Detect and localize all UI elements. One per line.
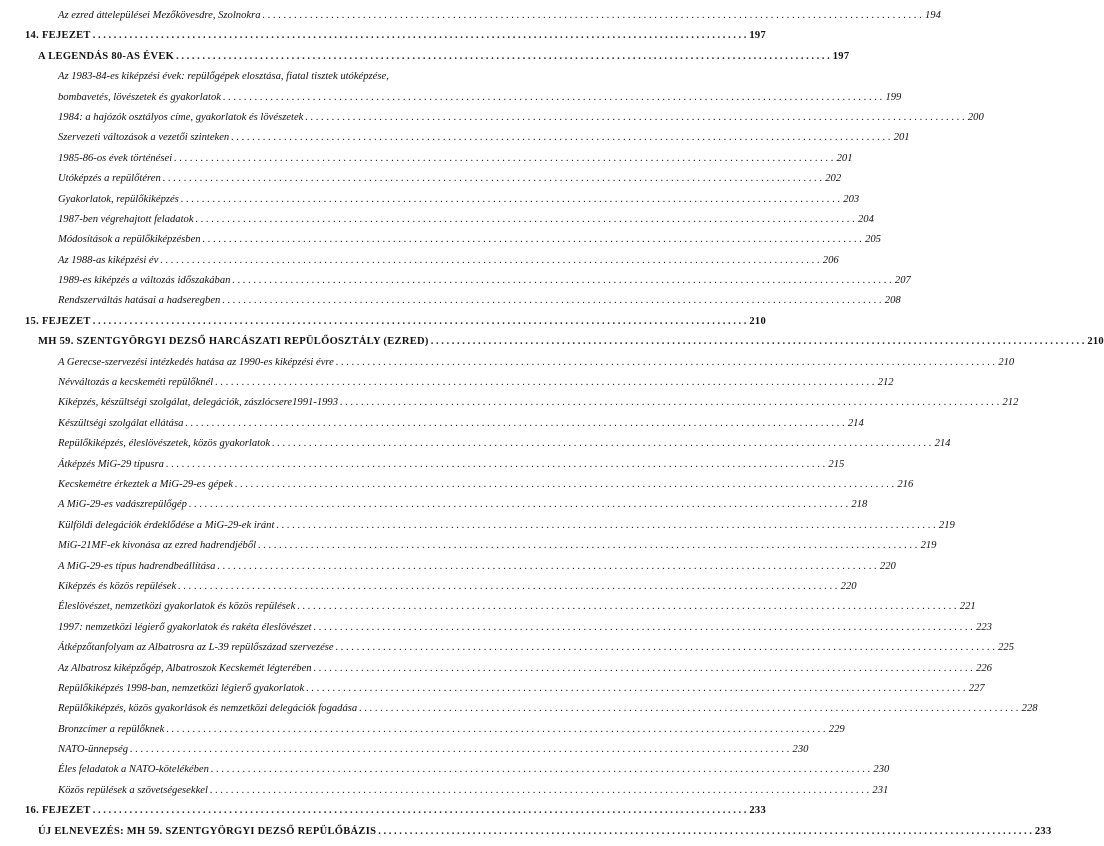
toc-entry-title: Az 1983-84-es kiképzési évek: repülőgépek elosztása, fiatal tisztek utóképzése,: [58, 71, 389, 83]
toc-entry-title: 1987-ben végrehajtott feladatok: [58, 213, 194, 225]
toc-dot-leader: [297, 601, 956, 612]
toc-dot-leader: [314, 663, 973, 674]
toc-page-number: 233: [1034, 825, 1052, 837]
toc-entry: [0, 71, 525, 91]
table-of-contents: [0, 10, 1104, 846]
toc-entry: [0, 234, 881, 254]
toc-section-heading: [0, 825, 1052, 846]
toc-dot-leader: [336, 642, 995, 653]
toc-entry-title: Szervezeti változások a vezetői szinteken: [58, 132, 230, 144]
toc-entry: [0, 580, 857, 601]
toc-entry-title: 15. FEJEZET: [25, 315, 91, 327]
toc-page-number: 214: [934, 438, 951, 450]
toc-page-number: 218: [851, 499, 868, 511]
toc-page-number: 207: [894, 275, 911, 287]
toc-dot-leader: [263, 10, 922, 21]
toc-entry: [0, 356, 1015, 377]
toc-dot-leader: [272, 438, 931, 449]
toc-entry: [0, 173, 842, 193]
toc-dot-leader: [276, 520, 935, 531]
toc-page-number: 210: [1087, 336, 1104, 348]
toc-page-number: 230: [873, 764, 890, 776]
toc-entry: [0, 458, 845, 479]
toc-entry: [0, 254, 839, 275]
toc-entry-title: Az 1988-as kiképzési év: [58, 254, 159, 266]
toc-page-number: 219: [938, 519, 955, 531]
toc-dot-leader: [163, 173, 822, 184]
toc-dot-leader: [258, 540, 917, 551]
toc-entry-title: Rendszerváltás hatásai a hadseregben: [58, 295, 221, 307]
toc-dot-leader: [174, 153, 833, 164]
toc-page-number: 225: [998, 642, 1014, 654]
toc-entry: [0, 744, 809, 764]
toc-entry-title: Éles feladatok a NATO-kötelékében: [58, 764, 209, 776]
toc-entry-title: MiG-21MF-ek kivonása az ezred hadrendjéből: [58, 540, 257, 552]
toc-page-number: 229: [828, 723, 845, 735]
toc-entry: [0, 560, 896, 581]
toc-page-number: 210: [998, 356, 1015, 368]
toc-entry: [0, 213, 874, 234]
toc-entry-title: 1997: nemzetközi légierő gyakorlatok és rakéta éleslövészet: [58, 621, 312, 633]
toc-entry: [0, 601, 976, 621]
toc-entry-title: Átképzés MiG-29 típusra: [58, 458, 164, 470]
toc-page-number: 205: [865, 234, 881, 246]
toc-entry-title: Gyakorlatok, repülőkiképzés: [58, 193, 179, 205]
toc-entry: [0, 111, 984, 132]
toc-dot-leader: [336, 357, 995, 368]
toc-page-number: 226: [976, 662, 992, 674]
toc-entry-title: Az Albatrosz kiképzőgép, Albatroszok Kecskemét légterében: [58, 662, 312, 674]
toc-page-number: 216: [897, 478, 914, 490]
toc-entry: [0, 91, 902, 112]
toc-entry: [0, 682, 985, 703]
toc-entry-title: ÚJ ELNEVEZÉS: MH 59. SZENTGYÖRGYI DEZSŐ REPÜLŐBÁZIS: [38, 825, 377, 837]
toc-page-number: 203: [843, 193, 860, 205]
toc-entry-title: A Gerecse-szervezési intézkedés hatása az 1990-es kiképzési évre: [58, 356, 334, 368]
toc-dot-leader: [223, 92, 882, 103]
toc-entry-title: Átképzőtanfolyam az Albatrosra az L-39 repülőszázad szervezése: [58, 642, 334, 654]
toc-page-number: 214: [847, 417, 864, 429]
toc-chapter-heading: [0, 805, 767, 825]
toc-page-number: 194: [924, 10, 941, 21]
toc-entry: [0, 193, 860, 214]
toc-entry: [0, 478, 914, 499]
toc-page-number: 219: [920, 540, 937, 552]
toc-entry-title: Módosítások a repülőkiképzésben: [58, 234, 201, 246]
toc-entry-title: 16. FEJEZET: [25, 805, 91, 817]
toc-entry: [0, 417, 864, 438]
toc-entry: [0, 295, 901, 315]
toc-entry-title: bombavetés, lövészetek és gyakorlatok: [58, 91, 221, 103]
toc-entry-title: Kiképzés és közös repülések: [58, 580, 177, 592]
toc-entry: [0, 764, 890, 784]
toc-entry: [0, 10, 941, 30]
toc-dot-leader: [196, 214, 855, 225]
toc-dot-leader: [130, 744, 789, 755]
toc-entry-title: Közös repülések a szövetségesekkel: [58, 784, 208, 796]
toc-dot-leader: [93, 805, 747, 816]
toc-dot-leader: [222, 295, 881, 306]
toc-entry-title: A MiG-29-es típus hadrendbeállítása: [58, 560, 216, 572]
toc-entry: [0, 703, 1038, 723]
toc-entry: [0, 723, 845, 744]
toc-page-number: 208: [884, 295, 901, 307]
toc-page-number: 221: [959, 601, 976, 613]
toc-page-number: 220: [879, 560, 896, 572]
toc-chapter-heading: [0, 315, 767, 336]
toc-entry: [0, 621, 992, 642]
toc-dot-leader: [160, 255, 819, 266]
toc-entry-title: Repülőkiképzés, éleslövészetek, közös gyakorlatok: [58, 438, 271, 450]
toc-page-number: 212: [1002, 397, 1019, 409]
toc-entry-title: 14. FEJEZET: [25, 30, 91, 42]
toc-entry: [0, 275, 911, 295]
toc-entry-title: Utóképzés a repülőtéren: [58, 173, 161, 185]
toc-entry-title: 1985-86-os évek történései: [58, 152, 173, 164]
toc-dot-leader: [305, 112, 964, 123]
toc-page-number: 212: [877, 377, 894, 389]
toc-page-number: 204: [858, 213, 874, 225]
toc-page-number: 220: [840, 580, 857, 592]
toc-dot-leader: [378, 826, 1032, 837]
toc-entry-title: Repülőkiképzés, közös gyakorlások és nemzetközi delegációk fogadása: [58, 703, 358, 715]
toc-dot-leader: [93, 30, 747, 41]
toc-entry: [0, 519, 955, 540]
toc-dot-leader: [359, 703, 1018, 714]
toc-entry: [0, 642, 1014, 662]
toc-dot-leader: [314, 622, 973, 633]
toc-entry-title: Névváltozás a kecskeméti repülőknél: [58, 377, 214, 389]
toc-entry-title: Bronzcímer a repülőknek: [58, 723, 165, 735]
toc-dot-leader: [181, 194, 840, 205]
toc-entry: [0, 499, 868, 519]
toc-entry: [0, 152, 853, 173]
toc-page-number: 197: [749, 30, 767, 42]
toc-dot-leader: [217, 561, 876, 572]
toc-page-number: 199: [885, 91, 902, 103]
toc-entry-title: 1989-es kiképzés a változás időszakában: [58, 275, 231, 287]
toc-dot-leader: [235, 479, 894, 490]
toc-page-number: 200: [967, 111, 984, 123]
toc-page-number: 206: [822, 254, 839, 266]
toc-dot-leader: [176, 51, 830, 62]
toc-entry-title: 1984: a hajózók osztályos címe, gyakorlatok és lövészetek: [58, 111, 304, 123]
toc-entry: [0, 438, 951, 458]
toc-dot-leader: [166, 724, 825, 735]
toc-dot-leader: [431, 336, 1085, 347]
toc-dot-leader: [189, 499, 848, 510]
toc-section-heading: [0, 336, 1104, 356]
toc-dot-leader: [166, 459, 825, 470]
toc-page-number: 201: [893, 132, 910, 144]
toc-entry-title: Készültségi szolgálat ellátása: [58, 417, 184, 429]
toc-entry: [0, 377, 894, 397]
toc-entry: [0, 784, 889, 805]
toc-entry: [0, 540, 937, 560]
toc-page-number: 215: [828, 458, 845, 470]
toc-page-number: 233: [749, 805, 767, 817]
toc-dot-leader: [211, 764, 870, 775]
toc-entry-title: MH 59. SZENTGYÖRGYI DEZSŐ HARCÁSZATI REPÜLŐOSZTÁLY (EZRED): [38, 336, 429, 348]
toc-page-number: 201: [836, 152, 853, 164]
toc-entry: [0, 132, 910, 152]
toc-page-number: 227: [968, 682, 985, 694]
toc-dot-leader: [178, 581, 837, 592]
toc-dot-leader: [185, 418, 844, 429]
toc-chapter-heading: [0, 30, 767, 50]
toc-dot-leader: [203, 234, 862, 245]
toc-dot-leader: [231, 132, 890, 143]
toc-page-number: 230: [792, 744, 809, 756]
toc-page-number: 202: [825, 173, 842, 185]
toc-dot-leader: [340, 397, 999, 408]
toc-page-number: 210: [749, 315, 767, 327]
toc-entry-title: A LEGENDÁS 80-AS ÉVEK: [38, 50, 175, 62]
toc-page-number: 231: [872, 784, 889, 796]
toc-entry-title: Az ezred áttelepülései Mezőkövesdre, Szolnokra: [58, 10, 261, 21]
toc-dot-leader: [306, 683, 965, 694]
toc-entry-title: A MiG-29-es vadászrepülőgép: [58, 499, 187, 511]
toc-entry-title: Külföldi delegációk érdeklődése a MiG-29-ek iránt: [58, 519, 275, 531]
toc-page-number: 197: [832, 50, 850, 62]
toc-entry-title: Kecskemétre érkeztek a MiG-29-es gépek: [58, 478, 233, 490]
toc-dot-leader: [232, 275, 891, 286]
toc-entry: [0, 397, 1019, 417]
toc-entry-title: Repülőkiképzés 1998-ban, nemzetközi légierő gyakorlatok: [58, 682, 305, 694]
toc-page-number: 223: [976, 621, 992, 633]
toc-entry-title: Éleslövészet, nemzetközi gyakorlatok és közös repülések: [58, 601, 296, 613]
toc-dot-leader: [215, 377, 874, 388]
toc-dot-leader: [93, 316, 747, 327]
toc-entry-title: NATO-ünnepség: [58, 744, 129, 756]
toc-entry: [0, 662, 992, 683]
toc-dot-leader: [210, 785, 869, 796]
toc-entry-title: Kiképzés, készültségi szolgálat, delegációk, zászlócsere1991-1993: [58, 397, 339, 409]
toc-page-number: 228: [1021, 703, 1038, 715]
toc-section-heading: [0, 50, 850, 71]
